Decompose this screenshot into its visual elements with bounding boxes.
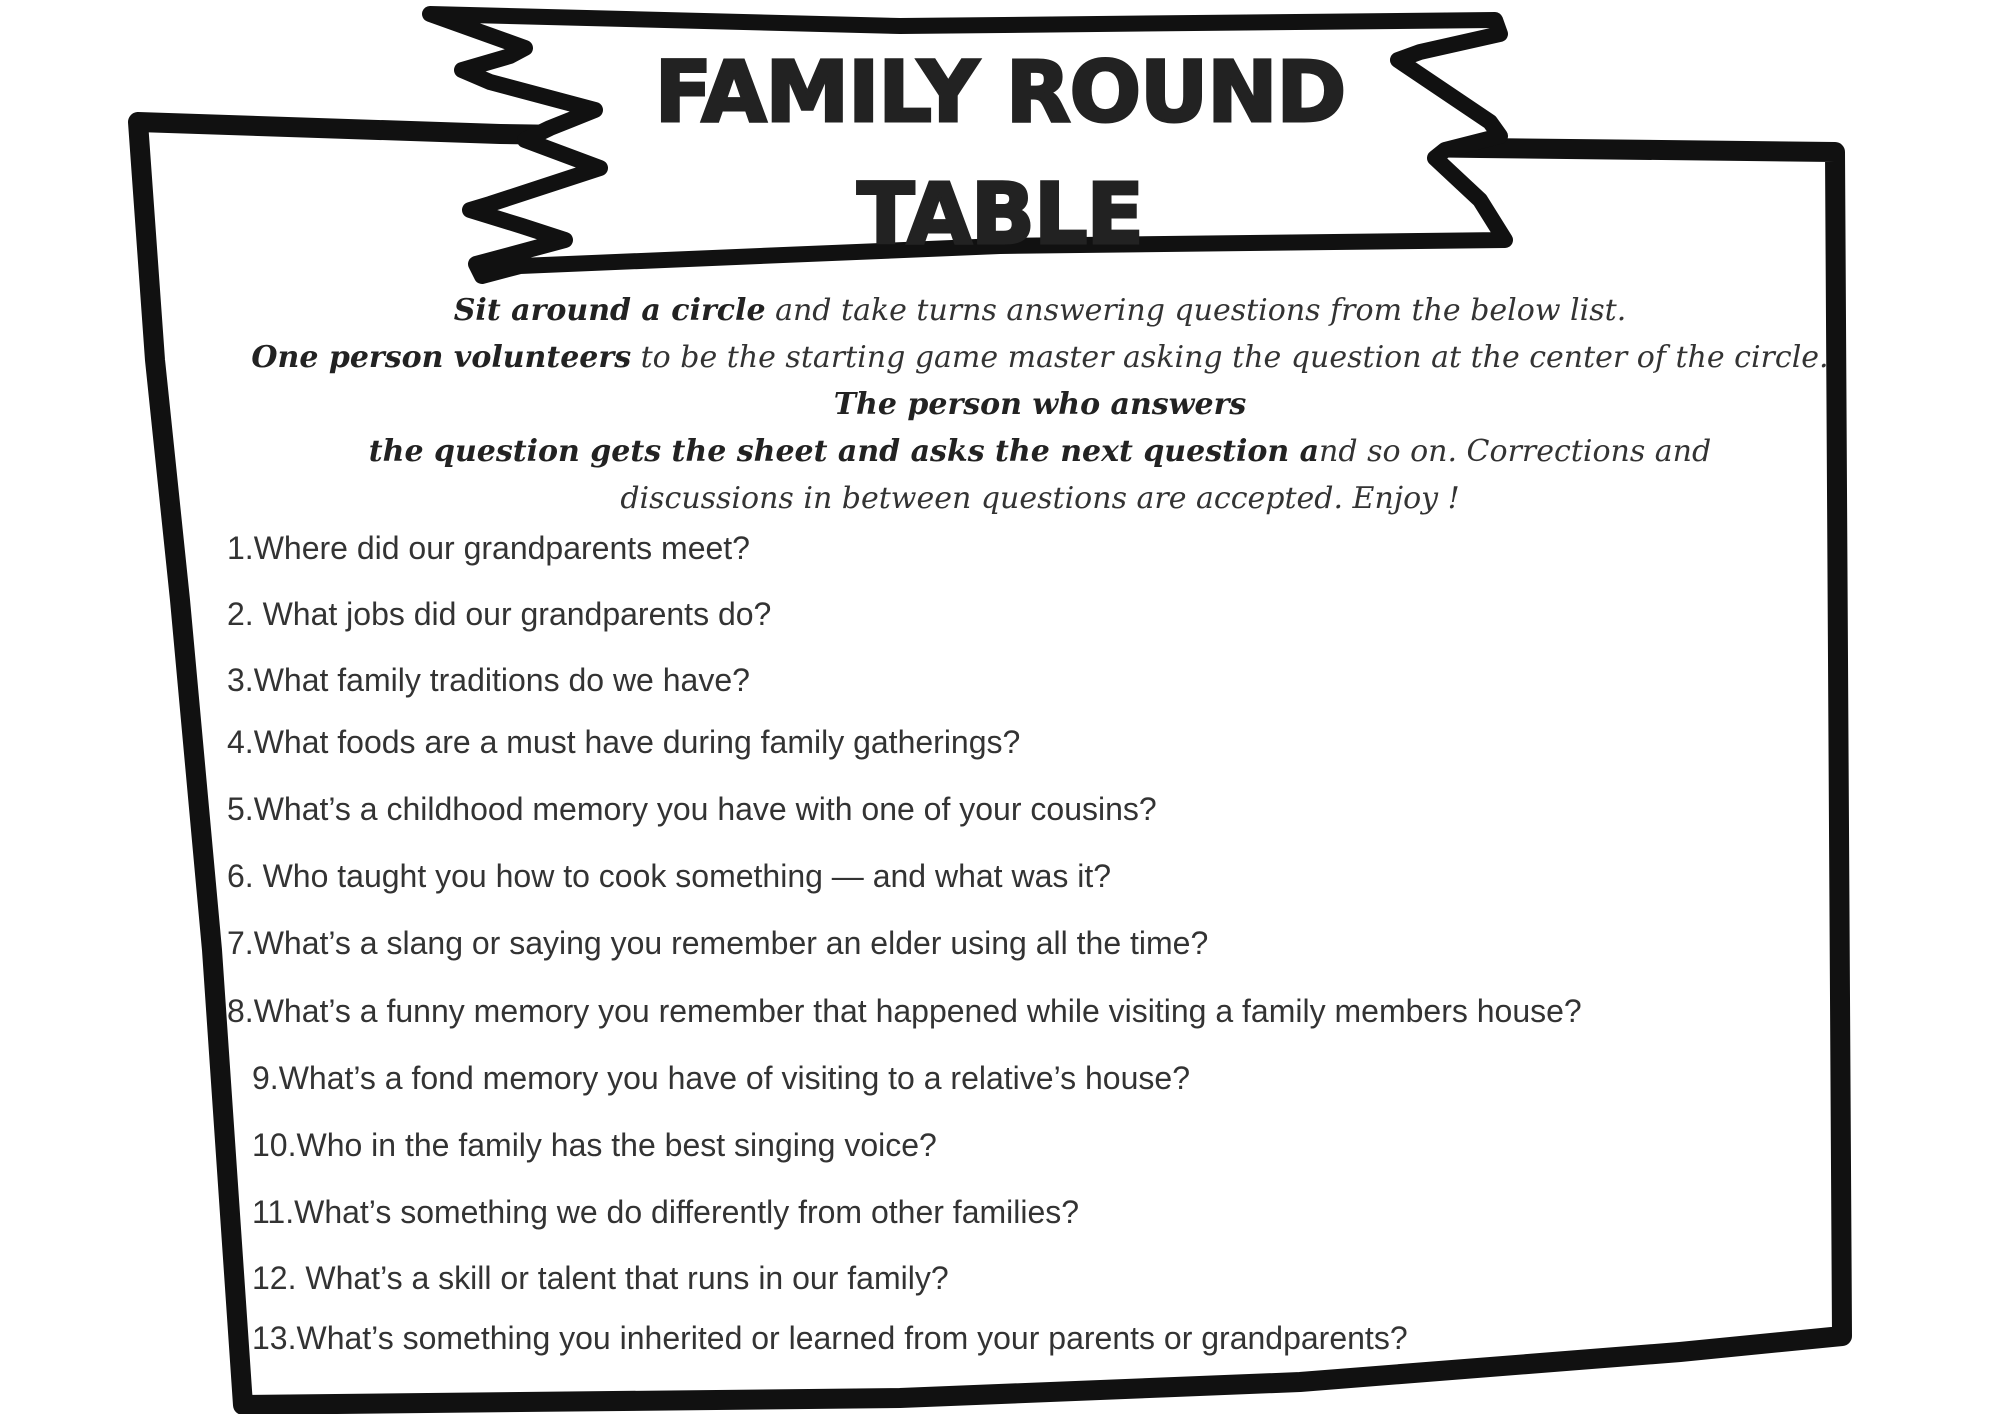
intro-line-5-text: discussions in between questions are accepted. Enjoy ! (620, 481, 1460, 516)
question-2: 2. What jobs did our grandparents do? (227, 596, 772, 632)
question-6: 6. Who taught you how to cook something — and what was it? (227, 858, 1112, 894)
question-11: 11.What’s something we do differently from other families? (252, 1194, 1080, 1230)
question-8: 8.What’s a funny memory you remember that happened while visiting a family members house? (227, 993, 1582, 1029)
intro-line-2-rest: to be the starting game master asking the question at the center of the circle. (631, 340, 1829, 375)
question-13: 13.What’s something you inherited or learned from your parents or grandparents? (252, 1320, 1408, 1356)
intro-line-5 (230, 481, 1850, 516)
question-3: 3.What family traditions do we have? (227, 662, 750, 698)
intro-line-1 (230, 293, 1850, 328)
intro-line-1-rest: and take turns answering questions from the below list. (765, 293, 1627, 328)
intro-line-4-rest: nd so on. Corrections and (1319, 434, 1712, 469)
intro-line-4 (230, 434, 1850, 469)
question-5: 5.What’s a childhood memory you have with one of your cousins? (227, 791, 1157, 827)
intro-line-2-bold: One person volunteers (251, 340, 632, 375)
question-7: 7.What’s a slang or saying you remember an elder using all the time? (227, 925, 1209, 961)
intro-line-1-bold: Sit around a circle (453, 293, 766, 328)
question-12: 12. What’s a skill or talent that runs in our family? (252, 1260, 949, 1296)
question-1: 1.Where did our grandparents meet? (227, 530, 750, 566)
question-4: 4.What foods are a must have during family gatherings? (227, 724, 1021, 760)
intro-line-3-bold: The person who answers (833, 387, 1247, 422)
intro-line-4-bold: the question gets the sheet and asks the next question a (368, 434, 1320, 469)
question-10: 10.Who in the family has the best singing voice? (252, 1127, 937, 1163)
title-line-1: FAMILY ROUND (654, 43, 1346, 141)
question-9: 9.What’s a fond memory you have of visiting to a relative’s house? (252, 1060, 1190, 1096)
intro-line-3 (230, 387, 1850, 422)
title-line-2: TABLE (857, 165, 1143, 263)
intro-line-2 (230, 340, 1850, 375)
